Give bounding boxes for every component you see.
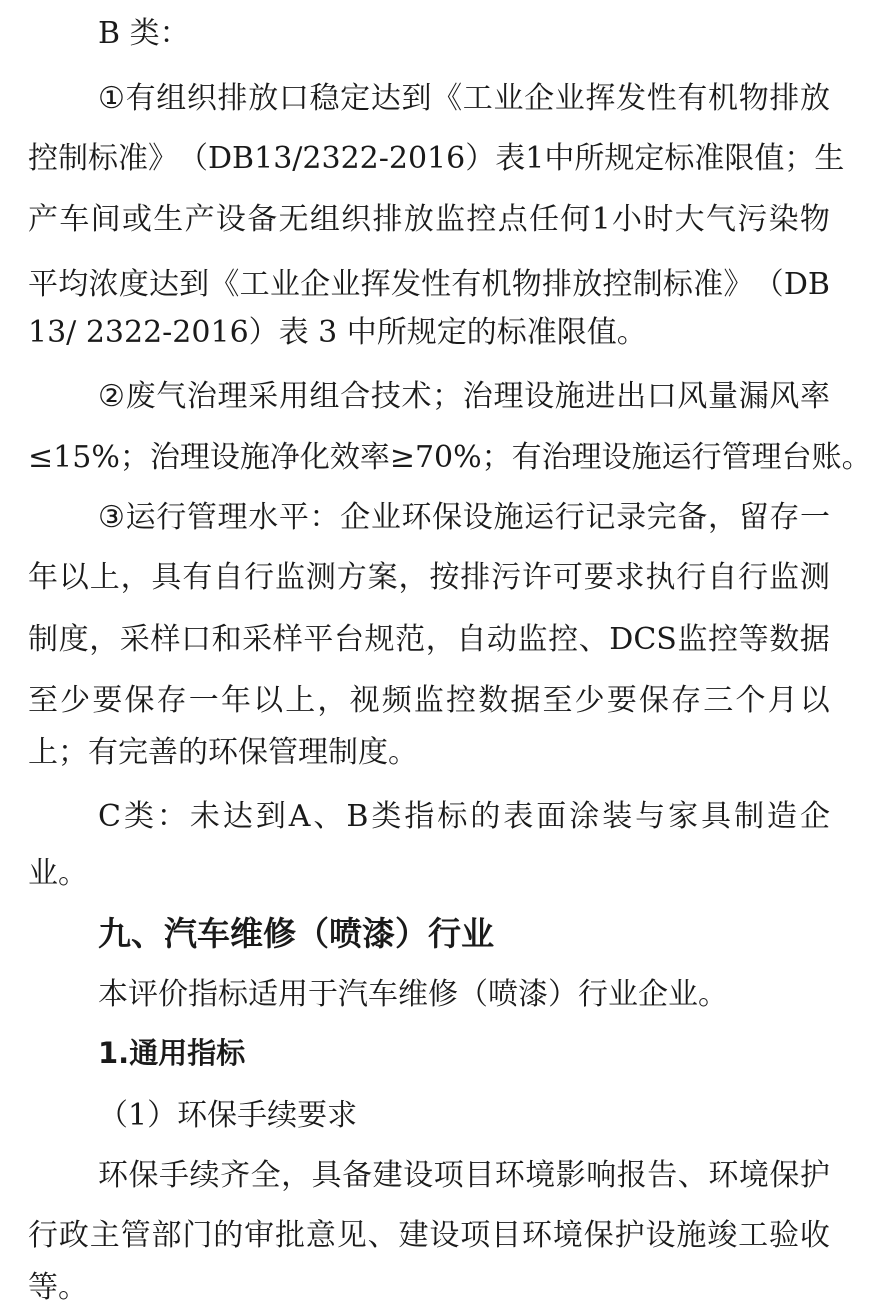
paragraph-line: 制 度 ， 采 样 口 和 采 样 平 台 规 范 ， 自 动 监 控 、 DCS 监 控 等 数 据 bbox=[28, 622, 830, 657]
paragraph-line: 环 保 手 续 齐 全 ， 具 备 建 设 项 目 环 境 影 响 报 告 、 环 境 保 护 bbox=[98, 1158, 830, 1193]
paragraph-line: 控 制 标 准 》 （ DB 13/2322-2016 ） 表 1 中 所 规 定 标 准 限 值 ； 生 bbox=[28, 141, 845, 176]
category-b-label: B 类： bbox=[98, 16, 190, 51]
subsection-heading: 1.通用指标 bbox=[98, 1036, 246, 1070]
paragraph-line: 13/ 2322-2016）表 3 中所规定的标准限值。 bbox=[28, 315, 647, 350]
paragraph-line: 行 政 主 管 部 门 的 审 批 意 见 、 建 设 项 目 环 境 保 护 设 施 竣 工 验 收 bbox=[28, 1218, 830, 1253]
paragraph-line: 本评价指标适用于汽车维修（喷漆）行业企业。 bbox=[98, 977, 728, 1012]
paragraph-line: 产 车 间 或 生 产 设 备 无 组 织 排 放 监 控 点 任 何 1 小 时 大 气 污 染 物 bbox=[28, 202, 830, 237]
paragraph-line: ② 废 气 治 理 采 用 组 合 技 术 ； 治 理 设 施 进 出 口 风 量 漏 风 率 bbox=[98, 379, 830, 414]
paragraph-line: 业。 bbox=[28, 856, 88, 891]
paragraph-line: 平 均 浓 度 达 到 《 工 业 企 业 挥 发 性 有 机 物 排 放 控 制 标 准 》 （ DB bbox=[28, 267, 830, 302]
paragraph-line: ③ 运 行 管 理 水 平 ： 企 业 环 保 设 施 运 行 记 录 完 备 ， 留 存 一 bbox=[98, 500, 830, 535]
paragraph-line: ≤ 15% ； 治 理 设 施 净 化 效 率 ≥ 70% ； 有 治 理 设 施 运 行 管 理 台 账 。 bbox=[28, 440, 872, 475]
category-c-line: C 类 ： 未 达 到 A 、 B 类 指 标 的 表 面 涂 装 与 家 具 制 造 企 bbox=[98, 799, 830, 834]
paragraph-line: 上；有完善的环保管理制度。 bbox=[28, 735, 418, 770]
paragraph-line: ① 有 组 织 排 放 口 稳 定 达 到 《 工 业 企 业 挥 发 性 有 机 物 排 放 bbox=[98, 81, 830, 116]
section-heading: 九、汽车维修（喷漆）行业 bbox=[98, 914, 494, 953]
paragraph-line: 年 以 上 ， 具 有 自 行 监 测 方 案 ， 按 排 污 许 可 要 求 执 行 自 行 监 测 bbox=[28, 560, 830, 595]
item-heading: （1）环保手续要求 bbox=[98, 1098, 358, 1133]
paragraph-line: 至 少 要 保 存 一 年 以 上 ， 视 频 监 控 数 据 至 少 要 保 存 三 个 月 以 bbox=[28, 683, 830, 718]
paragraph-line: 等。 bbox=[28, 1270, 88, 1305]
